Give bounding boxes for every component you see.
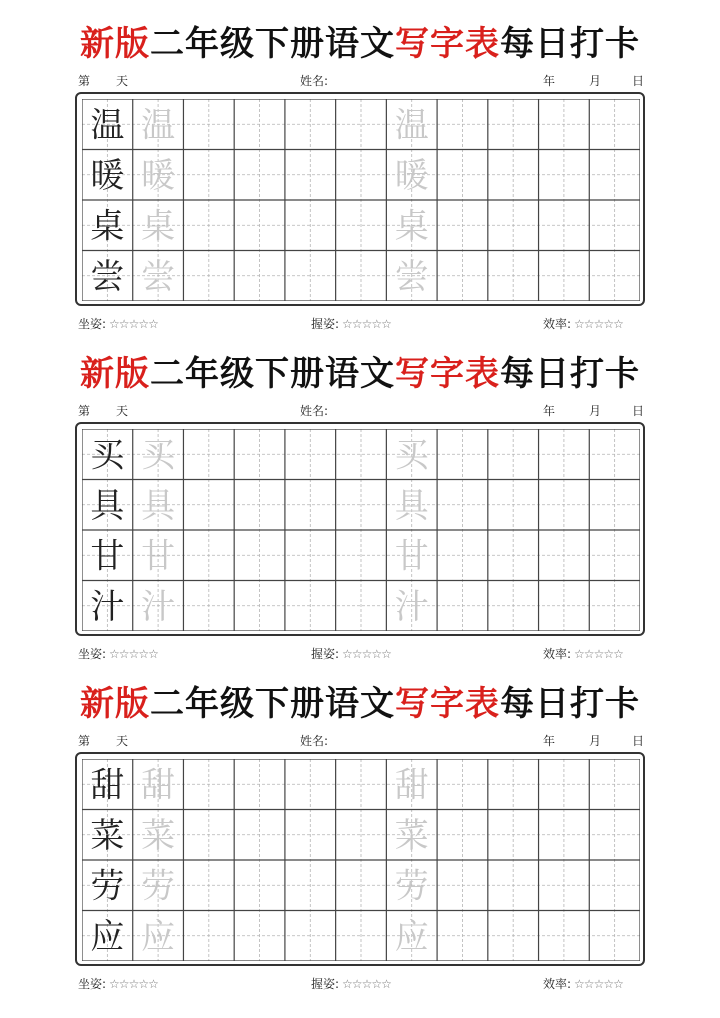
writing-cell[interactable] — [539, 911, 590, 962]
writing-cell[interactable] — [437, 480, 488, 531]
worksheet-section-2 — [0, 350, 720, 680]
grip-rating: 握姿: ☆☆☆☆☆ — [311, 317, 391, 331]
writing-cell[interactable] — [285, 480, 336, 531]
writing-cell[interactable] — [539, 581, 590, 632]
worksheet-section-3 — [0, 680, 720, 1010]
grip-stars[interactable]: ☆☆☆☆☆ — [342, 977, 391, 991]
efficiency-stars[interactable]: ☆☆☆☆☆ — [574, 977, 623, 991]
writing-cell[interactable] — [133, 911, 184, 962]
writing-cell[interactable] — [336, 150, 387, 201]
posture-rating: 坐姿: ☆☆☆☆☆ — [78, 977, 158, 991]
writing-cell[interactable] — [133, 860, 184, 911]
writing-cell[interactable] — [234, 150, 285, 201]
writing-cell[interactable] — [82, 429, 133, 480]
writing-cell[interactable] — [589, 911, 640, 962]
writing-cell[interactable] — [234, 99, 285, 150]
posture-stars[interactable]: ☆☆☆☆☆ — [109, 647, 158, 661]
writing-cell[interactable] — [488, 860, 539, 911]
writing-cell[interactable] — [82, 810, 133, 861]
writing-cell[interactable] — [183, 759, 234, 810]
day-suffix: 天 — [116, 734, 129, 748]
writing-cell[interactable] — [488, 911, 539, 962]
writing-cell[interactable] — [488, 480, 539, 531]
writing-cell[interactable] — [589, 429, 640, 480]
writing-cell[interactable] — [437, 150, 488, 201]
writing-cell[interactable] — [183, 200, 234, 251]
writing-cell[interactable] — [589, 150, 640, 201]
writing-cell[interactable] — [285, 251, 336, 302]
writing-cell[interactable] — [133, 429, 184, 480]
efficiency-stars[interactable]: ☆☆☆☆☆ — [574, 317, 623, 331]
writing-cell[interactable] — [437, 581, 488, 632]
writing-grid — [82, 99, 640, 301]
writing-cell[interactable] — [437, 860, 488, 911]
writing-cell[interactable] — [437, 429, 488, 480]
writing-cell[interactable] — [488, 530, 539, 581]
year-label: 年 — [543, 734, 556, 748]
writing-cell[interactable] — [386, 429, 437, 480]
writing-cell[interactable] — [589, 530, 640, 581]
day-suffix: 天 — [116, 74, 129, 88]
writing-cell[interactable] — [183, 581, 234, 632]
practice-frame — [75, 92, 645, 306]
day-label: 日 — [632, 404, 645, 418]
writing-cell[interactable] — [234, 860, 285, 911]
worksheet-title: 新版二年级下册语文写字表每日打卡 — [80, 354, 640, 394]
month-label: 月 — [589, 404, 602, 418]
writing-cell[interactable] — [234, 581, 285, 632]
writing-cell[interactable] — [488, 810, 539, 861]
writing-cell[interactable] — [82, 860, 133, 911]
info-row — [0, 402, 720, 420]
writing-cell[interactable] — [183, 251, 234, 302]
writing-cell[interactable] — [437, 911, 488, 962]
writing-cell[interactable] — [386, 860, 437, 911]
writing-cell[interactable] — [437, 200, 488, 251]
day-prefix: 第 — [78, 404, 91, 418]
writing-cell[interactable] — [336, 200, 387, 251]
writing-cell[interactable] — [234, 759, 285, 810]
writing-cell[interactable] — [133, 581, 184, 632]
writing-cell[interactable] — [133, 200, 184, 251]
writing-cell[interactable] — [386, 810, 437, 861]
writing-cell[interactable] — [539, 530, 590, 581]
writing-cell[interactable] — [488, 759, 539, 810]
writing-cell[interactable] — [82, 759, 133, 810]
day-suffix: 天 — [116, 404, 129, 418]
year-label: 年 — [543, 404, 556, 418]
writing-grid — [82, 429, 640, 631]
writing-cell[interactable] — [386, 581, 437, 632]
grip-stars[interactable]: ☆☆☆☆☆ — [342, 317, 391, 331]
writing-cell[interactable] — [234, 200, 285, 251]
writing-cell[interactable] — [336, 911, 387, 962]
writing-cell[interactable] — [82, 530, 133, 581]
writing-cell[interactable] — [183, 911, 234, 962]
writing-cell[interactable] — [488, 581, 539, 632]
efficiency-stars[interactable]: ☆☆☆☆☆ — [574, 647, 623, 661]
writing-cell[interactable] — [589, 860, 640, 911]
rating-row — [0, 315, 720, 333]
writing-cell[interactable] — [539, 200, 590, 251]
writing-cell[interactable] — [133, 480, 184, 531]
writing-cell[interactable] — [589, 810, 640, 861]
writing-cell[interactable] — [234, 911, 285, 962]
info-row — [0, 732, 720, 750]
writing-cell[interactable] — [437, 251, 488, 302]
grip-stars[interactable]: ☆☆☆☆☆ — [342, 647, 391, 661]
writing-cell[interactable] — [234, 530, 285, 581]
writing-cell[interactable] — [133, 530, 184, 581]
efficiency-rating: 效率: ☆☆☆☆☆ — [543, 647, 623, 661]
rating-row — [0, 645, 720, 663]
writing-cell[interactable] — [82, 99, 133, 150]
writing-cell[interactable] — [234, 480, 285, 531]
writing-cell[interactable] — [234, 810, 285, 861]
writing-cell[interactable] — [336, 860, 387, 911]
efficiency-rating: 效率: ☆☆☆☆☆ — [543, 317, 623, 331]
writing-cell[interactable] — [336, 530, 387, 581]
writing-cell[interactable] — [285, 530, 336, 581]
writing-cell[interactable] — [589, 480, 640, 531]
posture-rating: 坐姿: ☆☆☆☆☆ — [78, 647, 158, 661]
writing-cell[interactable] — [589, 251, 640, 302]
writing-cell[interactable] — [183, 429, 234, 480]
writing-cell[interactable] — [386, 150, 437, 201]
name-label: 姓名: — [300, 734, 329, 748]
writing-cell[interactable] — [386, 200, 437, 251]
writing-cell[interactable] — [133, 251, 184, 302]
writing-cell[interactable] — [336, 480, 387, 531]
writing-cell[interactable] — [386, 759, 437, 810]
grip-rating: 握姿: ☆☆☆☆☆ — [311, 977, 391, 991]
writing-cell[interactable] — [589, 200, 640, 251]
info-row — [0, 72, 720, 90]
writing-cell[interactable] — [539, 99, 590, 150]
writing-cell[interactable] — [234, 429, 285, 480]
writing-cell[interactable] — [133, 150, 184, 201]
worksheet-title: 新版二年级下册语文写字表每日打卡 — [80, 684, 640, 724]
writing-cell[interactable] — [539, 251, 590, 302]
writing-cell[interactable] — [589, 99, 640, 150]
writing-cell[interactable] — [437, 99, 488, 150]
writing-cell[interactable] — [336, 810, 387, 861]
year-label: 年 — [543, 74, 556, 88]
writing-cell[interactable] — [285, 429, 336, 480]
day-label: 日 — [632, 734, 645, 748]
month-label: 月 — [589, 74, 602, 88]
name-label: 姓名: — [300, 74, 329, 88]
writing-cell[interactable] — [386, 251, 437, 302]
grip-rating: 握姿: ☆☆☆☆☆ — [311, 647, 391, 661]
posture-rating: 坐姿: ☆☆☆☆☆ — [78, 317, 158, 331]
writing-cell[interactable] — [437, 530, 488, 581]
writing-cell[interactable] — [488, 150, 539, 201]
writing-cell[interactable] — [386, 480, 437, 531]
writing-cell[interactable] — [234, 251, 285, 302]
rating-row — [0, 975, 720, 993]
writing-cell[interactable] — [285, 759, 336, 810]
writing-cell[interactable] — [285, 200, 336, 251]
writing-cell[interactable] — [589, 759, 640, 810]
writing-cell[interactable] — [336, 429, 387, 480]
month-label: 月 — [589, 734, 602, 748]
writing-cell[interactable] — [285, 150, 336, 201]
writing-cell[interactable] — [285, 860, 336, 911]
writing-cell[interactable] — [82, 480, 133, 531]
writing-cell[interactable] — [437, 810, 488, 861]
writing-cell[interactable] — [336, 759, 387, 810]
writing-cell[interactable] — [82, 581, 133, 632]
writing-cell[interactable] — [488, 251, 539, 302]
writing-grid — [82, 759, 640, 961]
writing-cell[interactable] — [285, 911, 336, 962]
writing-cell[interactable] — [133, 99, 184, 150]
day-label: 日 — [632, 74, 645, 88]
day-prefix: 第 — [78, 74, 91, 88]
writing-cell[interactable] — [285, 810, 336, 861]
writing-cell[interactable] — [488, 200, 539, 251]
writing-cell[interactable] — [285, 99, 336, 150]
day-prefix: 第 — [78, 734, 91, 748]
writing-cell[interactable] — [82, 150, 133, 201]
writing-cell[interactable] — [183, 99, 234, 150]
writing-cell[interactable] — [336, 99, 387, 150]
writing-cell[interactable] — [336, 251, 387, 302]
writing-cell[interactable] — [386, 530, 437, 581]
efficiency-rating: 效率: ☆☆☆☆☆ — [543, 977, 623, 991]
practice-frame — [75, 422, 645, 636]
writing-cell[interactable] — [386, 911, 437, 962]
name-label: 姓名: — [300, 404, 329, 418]
writing-cell[interactable] — [437, 759, 488, 810]
writing-cell[interactable] — [539, 810, 590, 861]
writing-cell[interactable] — [133, 759, 184, 810]
posture-stars[interactable]: ☆☆☆☆☆ — [109, 977, 158, 991]
writing-cell[interactable] — [539, 480, 590, 531]
writing-cell[interactable] — [82, 911, 133, 962]
writing-cell[interactable] — [183, 480, 234, 531]
writing-cell[interactable] — [539, 860, 590, 911]
writing-cell[interactable] — [488, 429, 539, 480]
writing-cell[interactable] — [183, 860, 234, 911]
writing-cell[interactable] — [82, 200, 133, 251]
writing-cell[interactable] — [285, 581, 336, 632]
writing-cell[interactable] — [133, 810, 184, 861]
writing-cell[interactable] — [183, 530, 234, 581]
writing-cell[interactable] — [386, 99, 437, 150]
writing-cell[interactable] — [539, 150, 590, 201]
writing-cell[interactable] — [488, 99, 539, 150]
posture-stars[interactable]: ☆☆☆☆☆ — [109, 317, 158, 331]
worksheet-section-1 — [0, 20, 720, 350]
writing-cell[interactable] — [183, 150, 234, 201]
writing-cell[interactable] — [539, 759, 590, 810]
worksheet-title: 新版二年级下册语文写字表每日打卡 — [80, 24, 640, 64]
writing-cell[interactable] — [539, 429, 590, 480]
practice-frame — [75, 752, 645, 966]
writing-cell[interactable] — [336, 581, 387, 632]
writing-cell[interactable] — [183, 810, 234, 861]
writing-cell[interactable] — [82, 251, 133, 302]
writing-cell[interactable] — [589, 581, 640, 632]
